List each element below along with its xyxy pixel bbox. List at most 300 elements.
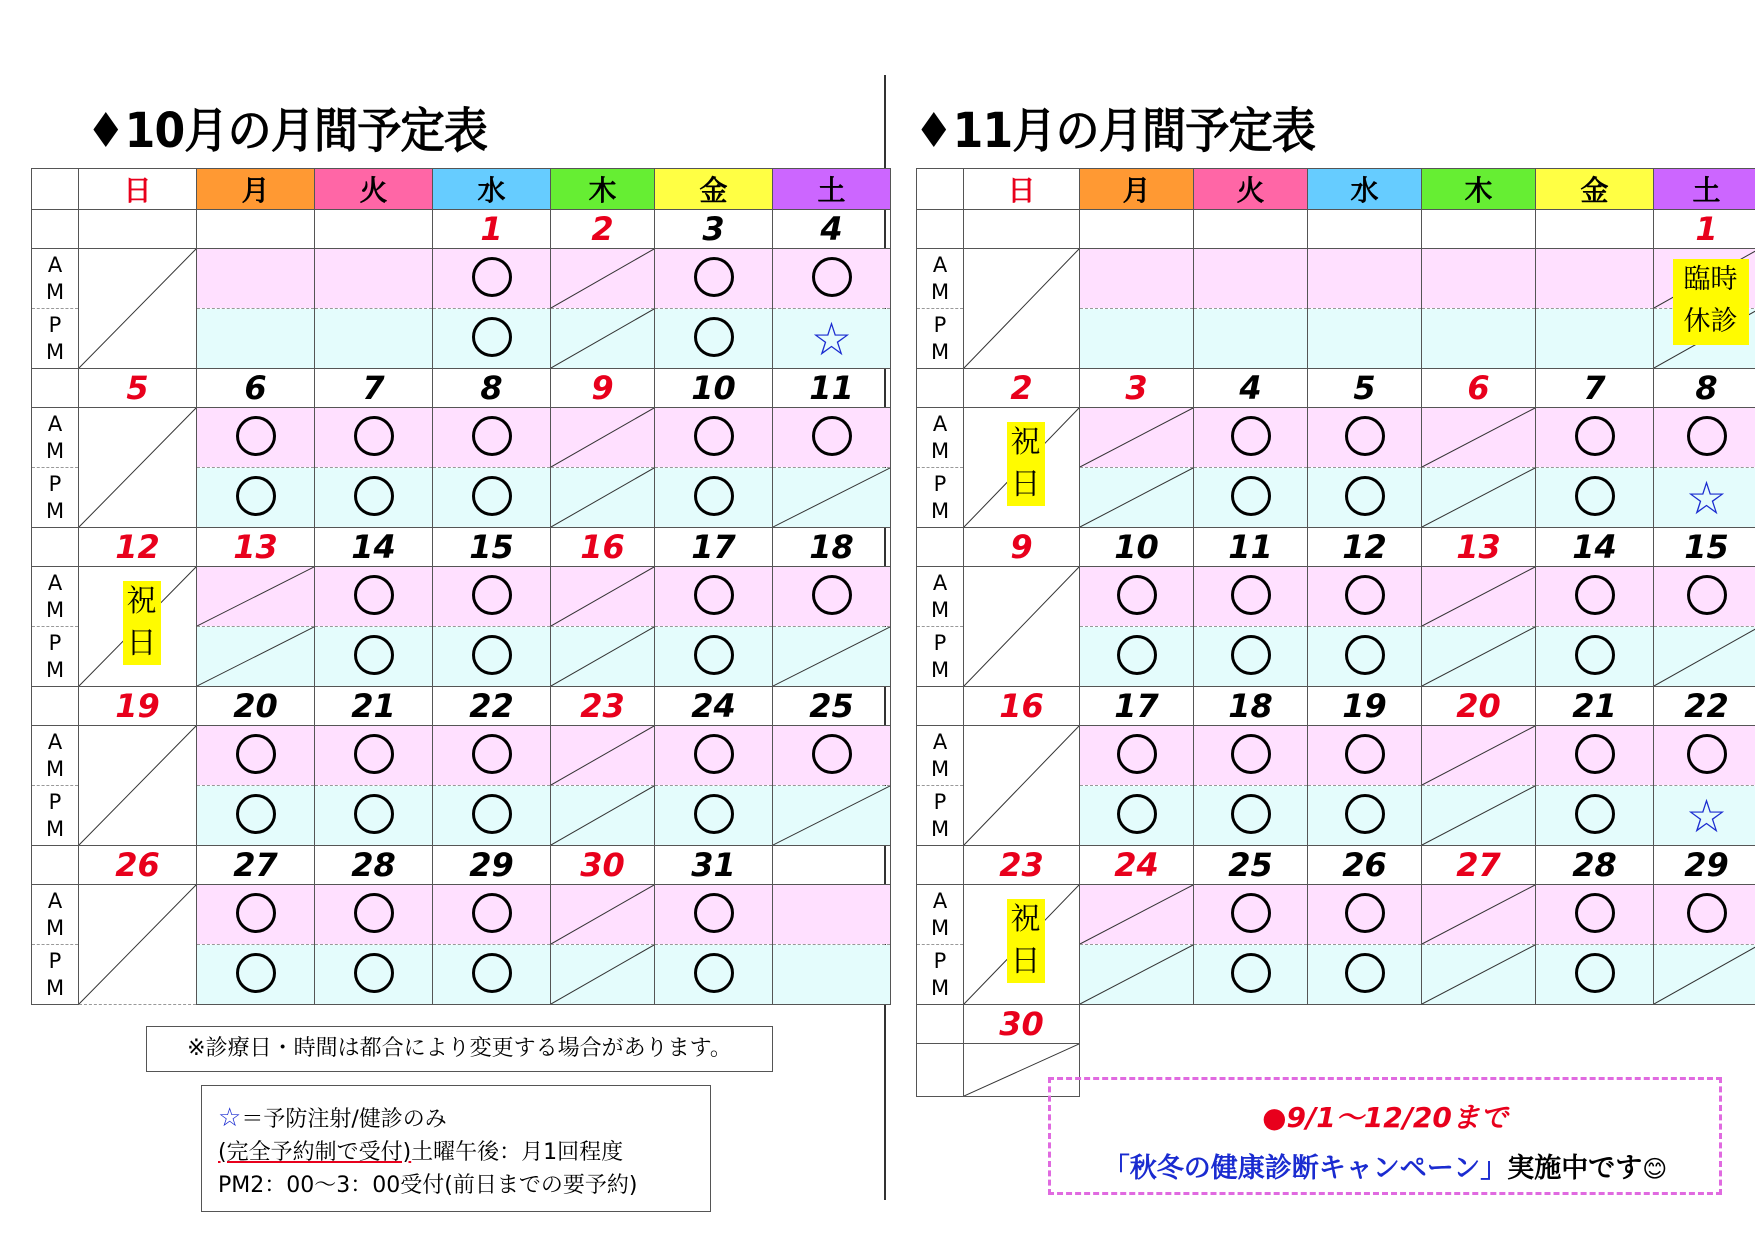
date-row-blank	[32, 846, 79, 885]
date-cell: 24	[1080, 846, 1194, 885]
open-circle-icon	[472, 476, 512, 516]
slot-cell	[655, 726, 773, 786]
date-cell: 17	[1080, 687, 1194, 726]
slot-cell	[1422, 309, 1536, 369]
slot-cell	[315, 726, 433, 786]
weekday-header: 木	[551, 169, 655, 210]
closed-slash	[551, 468, 654, 527]
slot-cell	[315, 627, 433, 687]
weekday-header: 土	[773, 169, 891, 210]
date-cell: 6	[1422, 369, 1536, 408]
closed-slash	[551, 627, 654, 686]
date-cell: 23	[964, 846, 1080, 885]
star-icon: ☆	[810, 311, 853, 366]
pm-label: P M	[917, 309, 964, 369]
slot-cell	[1194, 309, 1308, 369]
date-cell: 8	[433, 369, 551, 408]
slot-cell	[1308, 468, 1422, 528]
date-cell: 26	[79, 846, 197, 885]
slot-cell	[1654, 468, 1755, 528]
slot-cell	[1080, 786, 1194, 846]
sunday-closed-cell	[964, 726, 1080, 846]
slot-cell	[197, 468, 315, 528]
slot-cell	[1654, 885, 1755, 945]
slot-cell	[655, 627, 773, 687]
closed-slash	[551, 786, 654, 845]
date-cell	[1308, 210, 1422, 249]
slot-cell	[551, 945, 655, 1005]
slot-cell	[1536, 408, 1654, 468]
campaign-box	[1048, 1077, 1722, 1195]
open-circle-icon	[1117, 734, 1157, 774]
date-cell	[315, 210, 433, 249]
date-cell: 28	[1536, 846, 1654, 885]
slot-cell	[551, 786, 655, 846]
slot-cell	[1194, 627, 1308, 687]
date-row-blank	[32, 210, 79, 249]
open-circle-icon	[472, 416, 512, 456]
slot-cell	[433, 468, 551, 528]
open-circle-icon	[1687, 575, 1727, 615]
date-row-blank	[917, 528, 964, 567]
weekday-header: 木	[1422, 169, 1536, 210]
date-cell: 13	[197, 528, 315, 567]
open-circle-icon	[1231, 893, 1271, 933]
open-circle-icon	[354, 575, 394, 615]
closed-slash	[1654, 627, 1755, 686]
date-cell	[197, 210, 315, 249]
legend-line2: 土曜午後：月1回程度	[411, 1140, 624, 1165]
slot-cell	[1536, 468, 1654, 528]
slot-cell	[433, 627, 551, 687]
slot-cell	[1536, 567, 1654, 627]
open-circle-icon	[354, 476, 394, 516]
am-label: A M	[917, 567, 964, 627]
date-cell: 9	[964, 528, 1080, 567]
slot-cell	[315, 309, 433, 369]
pm-label: P M	[32, 786, 79, 846]
pm-label: P M	[32, 468, 79, 528]
closed-slash	[197, 567, 314, 626]
pm-label: P M	[917, 786, 964, 846]
date-cell: 16	[964, 687, 1080, 726]
open-circle-icon	[1345, 575, 1385, 615]
sunday-closed-cell	[964, 249, 1080, 369]
date-cell: 8	[1654, 369, 1755, 408]
date-cell: 13	[1422, 528, 1536, 567]
slot-cell	[1536, 726, 1654, 786]
closed-slash	[1080, 885, 1193, 944]
slot-cell	[655, 786, 773, 846]
slot-cell	[1194, 945, 1308, 1005]
slot-cell	[1194, 726, 1308, 786]
slot-cell	[1654, 945, 1755, 1005]
slot-cell	[1080, 468, 1194, 528]
date-cell: 14	[315, 528, 433, 567]
open-circle-icon	[1345, 794, 1385, 834]
slot-cell	[773, 786, 891, 846]
header-blank	[32, 169, 79, 210]
open-circle-icon	[694, 635, 734, 675]
closed-slash	[773, 786, 890, 845]
open-circle-icon	[1687, 734, 1727, 774]
open-circle-icon	[236, 476, 276, 516]
closed-slash	[551, 945, 654, 1004]
pm-label: P M	[917, 468, 964, 528]
closed-slash	[1422, 468, 1535, 527]
date-cell: 21	[315, 687, 433, 726]
sunday-closed-cell	[79, 408, 197, 528]
october-title: ♦10月の月間予定表	[86, 103, 487, 159]
open-circle-icon	[236, 734, 276, 774]
star-icon: ☆	[1685, 470, 1728, 525]
slot-cell	[1308, 726, 1422, 786]
open-circle-icon	[236, 953, 276, 993]
slot-cell	[197, 567, 315, 627]
star-icon: ☆	[218, 1103, 242, 1133]
pm-label: P M	[32, 945, 79, 1005]
date-cell: 23	[551, 687, 655, 726]
open-circle-icon	[694, 953, 734, 993]
sunday-closed-cell	[79, 885, 197, 1005]
date-cell	[1536, 210, 1654, 249]
slot-cell	[433, 726, 551, 786]
open-circle-icon	[236, 893, 276, 933]
open-circle-icon	[1575, 794, 1615, 834]
open-circle-icon	[812, 416, 852, 456]
am-label: A M	[917, 408, 964, 468]
date-cell	[79, 210, 197, 249]
open-circle-icon	[1575, 575, 1615, 615]
open-circle-icon	[1575, 893, 1615, 933]
date-row-blank	[917, 210, 964, 249]
date-cell: 11	[1194, 528, 1308, 567]
slot-cell	[315, 945, 433, 1005]
open-circle-icon	[354, 893, 394, 933]
smile-icon: 😊	[1642, 1155, 1668, 1183]
am-label: A M	[32, 726, 79, 786]
date-cell: 25	[773, 687, 891, 726]
date-cell: 27	[197, 846, 315, 885]
open-circle-icon	[1687, 416, 1727, 456]
open-circle-icon	[472, 893, 512, 933]
blank-cell	[917, 1044, 964, 1097]
date-cell: 1	[433, 210, 551, 249]
open-circle-icon	[694, 794, 734, 834]
closed-slash	[1080, 468, 1193, 527]
open-circle-icon	[1117, 794, 1157, 834]
open-circle-icon	[1231, 953, 1271, 993]
date-cell: 19	[79, 687, 197, 726]
slot-cell	[1536, 786, 1654, 846]
open-circle-icon	[354, 794, 394, 834]
open-circle-icon	[472, 953, 512, 993]
slot-cell	[773, 567, 891, 627]
open-circle-icon	[1231, 575, 1271, 615]
legend-line3: PM2：00～3：00受付(前日までの要予約)	[218, 1173, 638, 1198]
weekday-header: 金	[655, 169, 773, 210]
header-blank	[917, 169, 964, 210]
slot-cell	[1536, 885, 1654, 945]
slot-cell	[1654, 726, 1755, 786]
closed-slash	[773, 627, 890, 686]
closed-slash	[964, 249, 1079, 368]
slot-cell	[1654, 627, 1755, 687]
slot-cell	[197, 945, 315, 1005]
date-cell: 17	[655, 528, 773, 567]
open-circle-icon	[1575, 953, 1615, 993]
date-cell: 5	[79, 369, 197, 408]
date-cell: 30	[964, 1005, 1080, 1044]
slot-cell	[197, 627, 315, 687]
date-cell: 22	[433, 687, 551, 726]
date-row-blank	[32, 687, 79, 726]
slot-cell	[773, 309, 891, 369]
slot-cell	[197, 726, 315, 786]
closed-slash	[551, 726, 654, 785]
date-cell	[964, 210, 1080, 249]
open-circle-icon	[1231, 794, 1271, 834]
weekday-header: 月	[197, 169, 315, 210]
slot-cell	[1308, 627, 1422, 687]
sunday-closed-cell	[79, 249, 197, 369]
open-circle-icon	[694, 476, 734, 516]
closed-slash	[79, 408, 196, 527]
campaign-period: ●9/1～12/20まで	[1262, 1101, 1508, 1134]
slot-cell	[1308, 567, 1422, 627]
closed-slash	[1654, 945, 1755, 1004]
holiday-label: 祝 日	[123, 581, 161, 665]
date-row-blank	[32, 528, 79, 567]
slot-cell	[773, 945, 891, 1005]
slot-cell	[1422, 468, 1536, 528]
date-cell: 3	[1080, 369, 1194, 408]
open-circle-icon	[472, 257, 512, 297]
slot-cell	[1194, 786, 1308, 846]
open-circle-icon	[1575, 416, 1615, 456]
date-cell: 6	[197, 369, 315, 408]
sunday-closed-cell	[964, 567, 1080, 687]
slot-cell	[1536, 249, 1654, 309]
am-label: A M	[32, 885, 79, 945]
date-cell: 22	[1654, 687, 1755, 726]
slot-cell	[1080, 945, 1194, 1005]
open-circle-icon	[1687, 893, 1727, 933]
open-circle-icon	[1231, 416, 1271, 456]
slot-cell	[551, 468, 655, 528]
open-circle-icon	[1345, 476, 1385, 516]
open-circle-icon	[812, 734, 852, 774]
weekday-header: 水	[433, 169, 551, 210]
date-cell: 12	[1308, 528, 1422, 567]
closed-slash	[551, 567, 654, 626]
open-circle-icon	[694, 734, 734, 774]
slot-cell	[433, 945, 551, 1005]
campaign-name: 「秋冬の健康診断キャンペーン」	[1102, 1153, 1508, 1184]
date-row-blank	[917, 369, 964, 408]
weekday-header: 水	[1308, 169, 1422, 210]
date-cell: 31	[655, 846, 773, 885]
slot-cell	[773, 885, 891, 945]
date-cell: 18	[773, 528, 891, 567]
slot-cell	[1422, 567, 1536, 627]
closed-slash	[1422, 726, 1535, 785]
date-cell: 7	[1536, 369, 1654, 408]
open-circle-icon	[354, 635, 394, 675]
am-label: A M	[32, 249, 79, 309]
date-cell: 10	[655, 369, 773, 408]
slot-cell	[773, 468, 891, 528]
closed-slash	[197, 627, 314, 686]
slot-cell	[773, 627, 891, 687]
date-cell: 2	[964, 369, 1080, 408]
open-circle-icon	[472, 794, 512, 834]
open-circle-icon	[1575, 734, 1615, 774]
star-icon: ☆	[1685, 788, 1728, 843]
slot-cell	[1080, 249, 1194, 309]
date-cell: 7	[315, 369, 433, 408]
weekday-header: 火	[1194, 169, 1308, 210]
closed-slash	[1422, 945, 1535, 1004]
slot-cell	[551, 408, 655, 468]
closed-slash	[1422, 408, 1535, 467]
campaign-status: 実施中です	[1507, 1153, 1643, 1184]
date-row-blank	[32, 369, 79, 408]
open-circle-icon	[236, 416, 276, 456]
slot-cell	[1422, 945, 1536, 1005]
slot-cell	[1080, 309, 1194, 369]
closed-slash	[1422, 567, 1535, 626]
slot-cell	[1422, 726, 1536, 786]
date-cell: 11	[773, 369, 891, 408]
am-label: A M	[32, 567, 79, 627]
slot-cell	[1654, 408, 1755, 468]
open-circle-icon	[236, 794, 276, 834]
slot-cell	[433, 249, 551, 309]
slot-cell	[1308, 885, 1422, 945]
open-circle-icon	[1345, 416, 1385, 456]
closed-slash	[79, 249, 196, 368]
weekday-header: 日	[964, 169, 1080, 210]
date-cell: 26	[1308, 846, 1422, 885]
pm-label: P M	[32, 627, 79, 687]
closed-slash	[551, 885, 654, 944]
date-cell: 16	[551, 528, 655, 567]
slot-cell	[1080, 885, 1194, 945]
open-circle-icon	[1345, 734, 1385, 774]
date-cell: 12	[79, 528, 197, 567]
slot-cell	[551, 309, 655, 369]
slot-cell	[433, 408, 551, 468]
open-circle-icon	[1345, 893, 1385, 933]
slot-cell	[1194, 567, 1308, 627]
open-circle-icon	[354, 416, 394, 456]
open-circle-icon	[694, 416, 734, 456]
date-cell: 15	[1654, 528, 1755, 567]
open-circle-icon	[1117, 635, 1157, 675]
slot-cell	[551, 567, 655, 627]
slot-cell	[551, 627, 655, 687]
date-cell: 1	[1654, 210, 1755, 249]
slot-cell	[433, 309, 551, 369]
slot-cell	[1308, 786, 1422, 846]
slot-cell	[1536, 945, 1654, 1005]
slot-cell	[1080, 408, 1194, 468]
open-circle-icon	[1575, 635, 1615, 675]
date-cell: 3	[655, 210, 773, 249]
weekday-header: 土	[1654, 169, 1755, 210]
slot-cell	[773, 408, 891, 468]
open-circle-icon	[1345, 953, 1385, 993]
slot-cell	[1654, 567, 1755, 627]
slot-cell	[1536, 309, 1654, 369]
date-cell: 29	[433, 846, 551, 885]
open-circle-icon	[694, 575, 734, 615]
closed-slash	[1422, 885, 1535, 944]
slot-cell	[1308, 309, 1422, 369]
slot-cell	[1194, 249, 1308, 309]
slot-cell	[1422, 249, 1536, 309]
date-cell: 2	[551, 210, 655, 249]
closed-slash	[1422, 786, 1535, 845]
slot-cell	[551, 249, 655, 309]
pm-label: P M	[917, 627, 964, 687]
slot-cell	[197, 786, 315, 846]
slot-cell	[315, 249, 433, 309]
weekday-header: 月	[1080, 169, 1194, 210]
slot-cell	[1536, 627, 1654, 687]
closed-slash	[1080, 945, 1193, 1004]
legend-reservation: (完全予約制で受付)	[218, 1140, 412, 1165]
slot-cell	[197, 885, 315, 945]
am-label: A M	[917, 726, 964, 786]
am-label: A M	[32, 408, 79, 468]
november-title: ♦11月の月間予定表	[914, 103, 1315, 159]
open-circle-icon	[812, 257, 852, 297]
open-circle-icon	[1117, 575, 1157, 615]
closed-slash	[773, 468, 890, 527]
open-circle-icon	[1575, 476, 1615, 516]
slot-cell	[433, 567, 551, 627]
open-circle-icon	[354, 734, 394, 774]
sunday-closed-cell	[79, 726, 197, 846]
date-cell: 20	[1422, 687, 1536, 726]
closed-slash	[551, 408, 654, 467]
date-cell: 9	[551, 369, 655, 408]
weekday-header: 日	[79, 169, 197, 210]
date-cell: 27	[1422, 846, 1536, 885]
closed-slash	[551, 249, 654, 308]
date-cell	[773, 846, 891, 885]
slot-cell	[197, 408, 315, 468]
open-circle-icon	[1231, 734, 1271, 774]
slot-cell	[1308, 408, 1422, 468]
am-label: A M	[917, 249, 964, 309]
date-cell: 19	[1308, 687, 1422, 726]
closed-slash	[964, 567, 1079, 686]
slot-cell	[1422, 627, 1536, 687]
date-cell: 10	[1080, 528, 1194, 567]
slot-cell	[773, 726, 891, 786]
date-cell: 25	[1194, 846, 1308, 885]
slot-cell	[1080, 726, 1194, 786]
slot-cell	[433, 885, 551, 945]
date-cell: 24	[655, 687, 773, 726]
date-cell	[1422, 210, 1536, 249]
slot-cell	[433, 786, 551, 846]
closed-slash	[79, 726, 196, 845]
slot-cell	[197, 309, 315, 369]
